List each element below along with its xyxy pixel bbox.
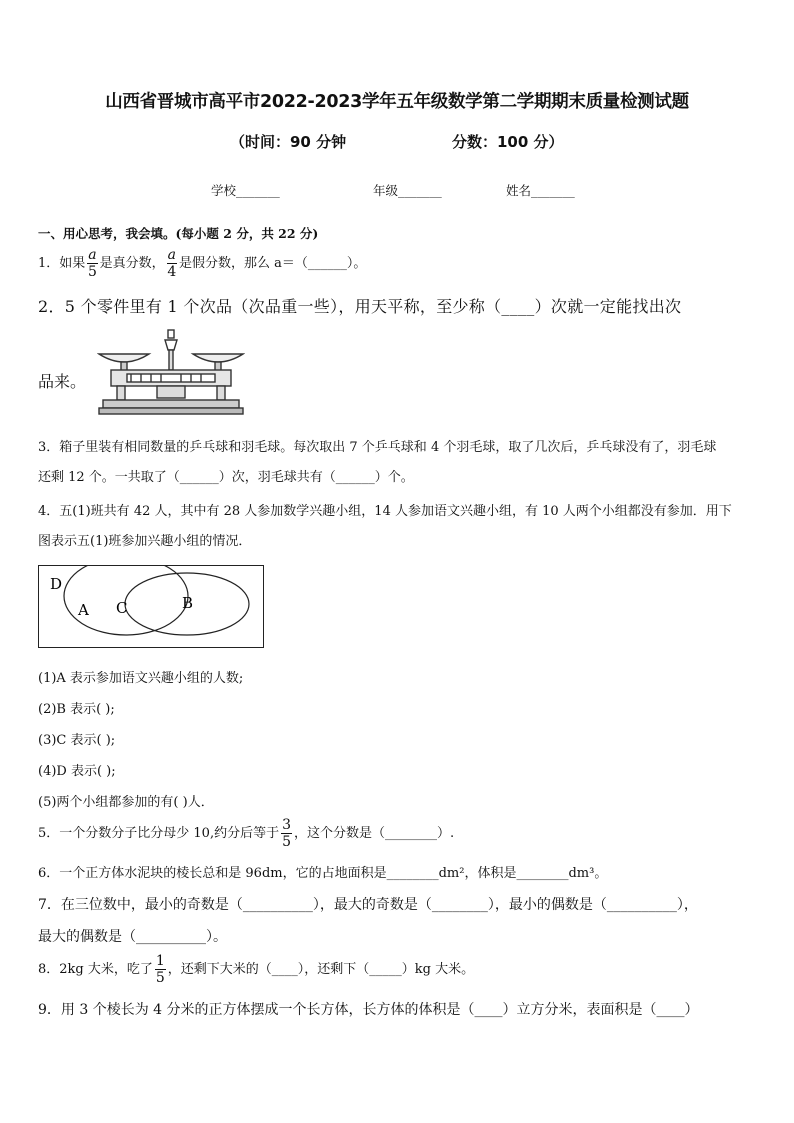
fraction-numerator: 3 [282,817,291,833]
question-8 [38,948,474,992]
question-4-sub-1: (1)A 表示参加语文兴趣小组的人数; [38,671,244,686]
balance-scale-image [97,328,245,418]
q5-suffix: ，这个分数是（________）. [294,826,455,841]
fraction-numerator: a [167,247,177,263]
q1-prefix: 1．如果 [38,256,86,271]
q8-prefix: 8．2kg 大米，吃了 [38,962,153,977]
q1-suffix: 是假分数，那么 a＝（______）。 [179,256,367,271]
question-4-sub-5: (5)两个小组都参加的有( )人． [38,795,214,810]
venn-label-c: C [116,599,128,617]
question-4-line-1: 4．五(1)班共有 42 人，其中有 28 人参加数学兴趣小组，14 人参加语文兴趣小组，有 10 人两个小组都没有参加．用下 [38,504,732,519]
question-9: 9．用 3 个棱长为 4 分米的正方体摆成一个长方体，长方体的体积是（____）立方分米，表面积是（____） [38,1002,699,1018]
venn-label-b: B [182,594,194,612]
question-7-line-2: 最大的偶数是（__________）。 [38,929,227,945]
fraction-denominator: 5 [282,834,291,850]
fraction-3-over-5 [281,818,292,849]
time-label: （时间：90 分钟 [230,133,347,151]
venn-diagram [38,565,264,648]
question-3-line-2: 还剩 12 个。一共取了（______）次，羽毛球共有（______）个。 [38,470,414,485]
question-7-line-1: 7．在三位数中，最小的奇数是（__________），最大的奇数是（________），最小的偶数是（__________）， [38,897,698,913]
fraction-numerator: 1 [155,953,165,969]
fraction-denominator: 5 [88,264,97,280]
question-2-line-2: 品来。 [38,372,87,391]
question-1 [38,245,366,283]
question-4-sub-4: (4)D 表示( ); [38,764,116,779]
question-4-line-2: 图表示五(1)班参加兴趣小组的情况． [38,534,252,549]
fraction-1-over-5 [155,954,166,985]
q8-suffix: ，还剩下大米的（____），还剩下（_____）kg 大米。 [167,962,475,977]
question-4-sub-2: (2)B 表示( ); [38,702,115,717]
venn-label-a: A [78,601,89,619]
fraction-denominator: 4 [167,264,177,280]
venn-label-d: D [50,575,63,593]
question-3-line-1: 3．箱子里装有相同数量的乒乓球和羽毛球。每次取出 7 个乒乓球和 4 个羽毛球，取了几次后，乒乓球没有了，羽毛球 [38,440,717,455]
school-label: 学校_______ [211,183,280,198]
fraction-numerator: a [88,247,97,263]
section-heading: 一、用心思考，我会填。(每小题 2 分，共 22 分) [38,226,319,241]
question-6: 6．一个正方体水泥块的棱长总和是 96dm，它的占地面积是________dm²，体积是________dm³。 [38,866,608,881]
fraction-a-over-4 [167,248,177,279]
q5-prefix: 5．一个分数分子比分母少 10,约分后等于 [38,826,280,841]
question-2-line-1: 2．5 个零件里有 1 个次品（次品重一些），用天平称，至少称（____）次就一定能找出次 [38,297,682,316]
fraction-denominator: 5 [155,970,165,986]
question-5 [38,812,454,856]
score-label: 分数：100 分） [452,133,564,151]
q1-mid: 是真分数， [99,256,165,271]
grade-label: 年级_______ [373,183,442,198]
question-4-sub-3: (3)C 表示( ); [38,733,116,748]
name-label: 姓名_______ [506,183,575,198]
page-title: 山西省晋城市高平市2022-2023学年五年级数学第二学期期末质量检测试题 [105,92,689,112]
fraction-a-over-5 [87,248,97,279]
